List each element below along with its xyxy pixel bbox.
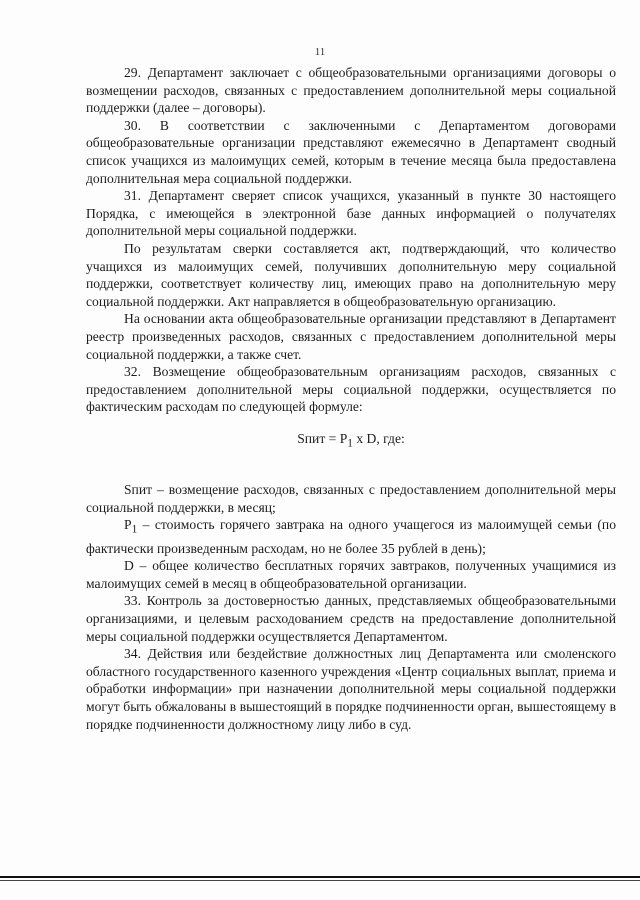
bottom-scan-edge — [0, 876, 640, 878]
formula-subscript: 1 — [347, 437, 353, 450]
document-body — [86, 64, 616, 733]
paragraph-32: 32. Возмещение общеобразовательным организациям расходов, связанных с предоставлением дополнительной меры социальной поддержки, осуществляется по фактическим расходам по следующей формуле: — [86, 364, 616, 415]
paragraph-expense-register: На основании акта общеобразовательные организации представляют в Департамент реестр произведенных расходов, связанных с предоставлением дополнительной меры социальной поддержки, а также счет. — [86, 311, 616, 362]
formula — [86, 430, 616, 453]
definition-p1-text: – стоимость горячего завтрака на одного учащегося из малоимущей семьи (по фактически произведенным расходам, но не более 35 рублей в день); — [86, 517, 616, 556]
definition-s: Sпит – возмещение расходов, связанных с предоставлением дополнительной меры социальной поддержки, в месяц; — [86, 482, 616, 515]
definition-p1-symbol: P — [124, 517, 132, 533]
paragraph-29: 29. Департамент заключает с общеобразовательными организациями договоры о возмещении расходов, связанных с предоставлением дополнительной меры социальной поддержки (далее – договоры). — [86, 65, 616, 116]
formula-rhs: x D, где: — [352, 430, 405, 446]
page-number: 11 — [314, 46, 326, 58]
definition-p1-subscript: 1 — [131, 524, 138, 537]
paragraph-33: 33. Контроль за достоверностью данных, представляемых общеобразовательными организациями, и целевым расходованием средств на предоставление дополнительной меры социальной поддержки осуществляется Департаментом. — [86, 593, 616, 644]
paragraph-30: 30. В соответствии с заключенными с Департаментом договорами общеобразовательные организации представляют ежемесячно в Департамент сводный список учащихся из малоимущих семей, которым в течение месяца была предоставлена дополнительная мера социальной поддержки. — [86, 117, 616, 186]
paragraph-34: 34. Действия или бездействие должностных лиц Департамента или смоленского областного государственного казенного учреждения «Центр социальных выплат, приема и обработки информации» при назначении дополнительной меры социальной поддержки могут быть обжалованы в вышестоящий в порядке подчиненности орган, вышестоящему в порядке подчиненности должностному лицу либо в суд. — [86, 646, 616, 732]
definition-p1 — [86, 516, 616, 557]
bottom-scan-edge-shadow — [0, 880, 640, 881]
formula-lhs: Sпит = P — [297, 430, 348, 446]
definition-d: D – общее количество бесплатных горячих завтраков, полученных учащимися из малоимущих семей в месяц в общеобразовательной организации. — [86, 558, 616, 591]
paragraph-31: 31. Департамент сверяет список учащихся, указанный в пункте 30 настоящего Порядка, с имеющейся в электронной базе данных информацией о получателях дополнительной меры социальной поддержки. — [86, 188, 616, 239]
paragraph-reconciliation-act: По результатам сверки составляется акт, подтверждающий, что количество учащихся из малоимущих семей, получивших дополнительную меру социальной поддержки, соответствует количеству лиц, имеющих право на дополнительную меру социальной поддержки. Акт направляется в общеобразовательную организацию. — [86, 240, 616, 309]
